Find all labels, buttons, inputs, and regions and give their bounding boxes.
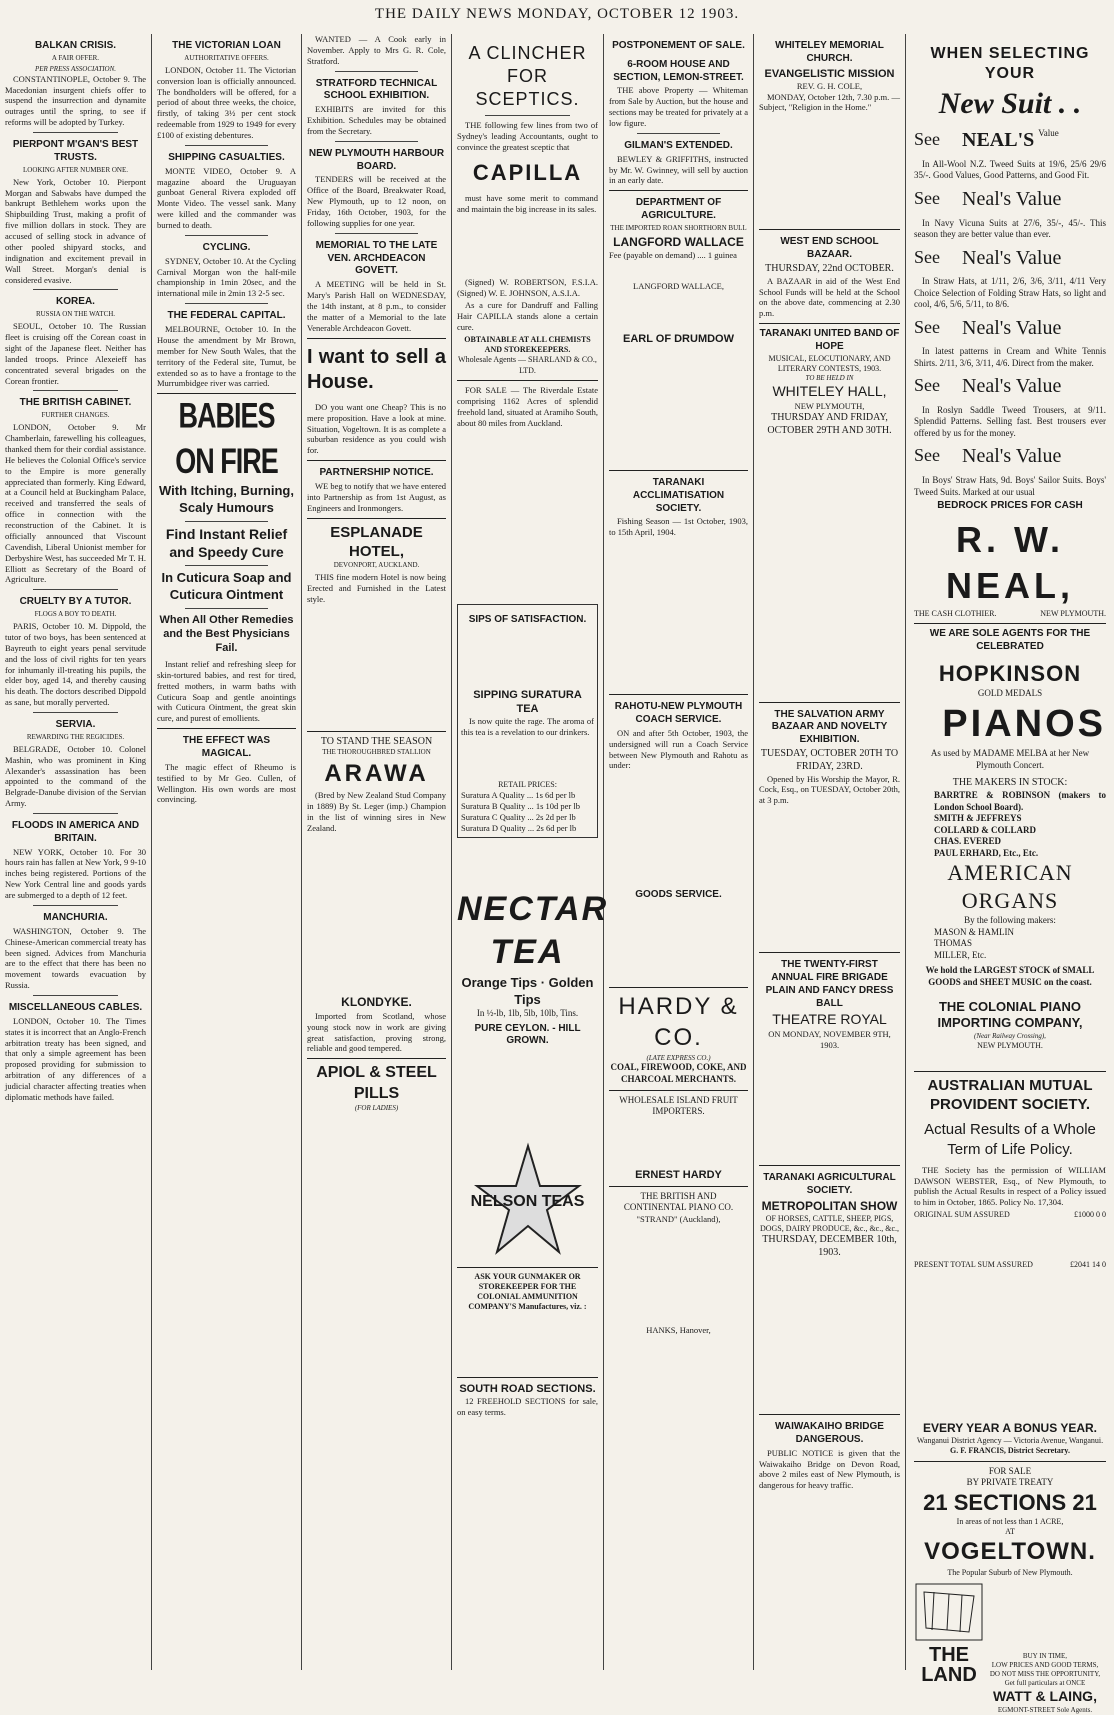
ad-headline: WE ARE SOLE AGENTS FOR THE CELEBRATED [929, 628, 1091, 653]
article-text: The magic effect of Rheumo is testified to by Mr Geo. Cullen, of Wellington. His own words are most convincing. [157, 761, 296, 805]
ad-text: OBTAINABLE AT ALL CHEMISTS AND STOREKEEPERS. [464, 335, 591, 355]
ad-subhead: ON MONDAY, NOVEMBER 9TH, 1903. [768, 1029, 891, 1051]
ad-headline: 21 SECTIONS 21 [923, 1489, 1097, 1515]
ad-text: G. F. FRANCIS, District Secretary. [950, 1446, 1070, 1456]
ad-text: TENDERS will be received at the Office of the Board, Breakwater Road, New Plymouth, up to 12 noon, on Friday, 16th October, 1903, for the following supplies for one year. [307, 174, 446, 228]
price-line: Suratura A Quality ... 1s 6d per lb [461, 790, 576, 801]
fee-line: Fee (payable on demand) .... 1 guinea [609, 250, 737, 261]
ad-value: £2041 14 0 [1070, 1260, 1106, 1270]
ad-text: MONDAY, October 12th, 7.30 p.m. — Subject, "Religion in the Home." [759, 91, 900, 113]
bull-name: LANGFORD WALLACE [613, 234, 744, 249]
land-graphic [914, 1582, 984, 1715]
subhead: AUTHORITATIVE OFFERS. [184, 53, 269, 62]
article-text: LONDON, October 11. The Victorian conversion loan is officially announced. The bondholders will be offered, for a period of about three weeks, the choice, firstly, of taking 3½ per cent stock redeemable from 1929 to 1949 for every £100 of existing debentures. [157, 64, 296, 140]
ad-headline: SOUTH ROAD SECTIONS. [459, 1382, 596, 1395]
maker: MASON & HAMLIN [934, 926, 1015, 937]
ad-text: THE above Property — Whiteman from Sale by Auction, but the house and sections may be treated for privately at a low figure. [609, 85, 748, 129]
ad-text: OF HORSES, CATTLE, SHEEP, PIGS, DOGS, DAIRY PRODUCE, &c., &c., &c., [759, 1213, 900, 1234]
headline: CRUELTY BY A TUTOR. [19, 596, 132, 608]
ad-text: NEW PLYMOUTH. [977, 1040, 1043, 1050]
company-name: ERNEST HARDY [635, 1168, 722, 1181]
ad-subhead: RETAIL PRICES: [498, 780, 557, 790]
ad-subhead: (FOR LADIES) [354, 1104, 399, 1113]
article-text: LONDON, October 9. Mr Chamberlain, farewelling his colleagues, thanked them for their cordial assistance. He believes the Colonial Office's service to the Empire is more generally appreciated than formerly. King Edward, at a Council held at Buckingham Palace, received and transferred the seals of office in connection with the reconstruction of the Cabinet. It is officially announced that Viscount Cavendish, Liberal Unionist member for Derbyshire West, has succeeded Mr T. H. Elliott as Secretary of the Board of Agriculture. [5, 422, 146, 585]
neal-line [914, 444, 1106, 470]
ad-text: Imported from Scotland, whose young stock now in work are giving great satisfaction, proving strong, reliable and good tempered. [307, 1010, 446, 1054]
ad-headline: PARTNERSHIP NOTICE. [319, 467, 434, 479]
ad-headline: TARANAKI ACCLIMATISATION SOCIETY. [632, 477, 725, 514]
article-text: SEOUL, October 10. The Russian fleet is cruising off the Corean coast in sight of the Japanese fleet. Neither has landed troops. Prince Alexeieff has concentrated several brigades on the Corean frontier. [5, 321, 146, 386]
maker: SMITH & JEFFREYS [934, 813, 1022, 824]
subhead: FURTHER CHANGES. [41, 411, 110, 420]
ad-subhead: With Itching, Burning, Scaly Humours [159, 483, 294, 515]
ad-subhead: REV. G. H. COLE, [796, 80, 863, 91]
ad-text: In Navy Vicuna Suits at 27/6, 35/-, 45/-. This season they are better value than ever. [914, 217, 1106, 240]
ad-text: In Boys' Straw Hats, 9d. Boys' Sailor Suits. Boys' Tweed Suits. Marked at our usual [914, 475, 1106, 497]
ad-headline: TARANAKI UNITED BAND OF HOPE [759, 328, 900, 352]
price-line: Suratura B Quality ... 1s 10d per lb [461, 801, 580, 812]
headline: THE EFFECT WAS MAGICAL. [182, 735, 271, 759]
ad-subhead: FOR SALE [988, 1465, 1032, 1476]
ad-headline: DEPARTMENT OF AGRICULTURE. [635, 197, 722, 222]
company-name: WATT & LAING, [993, 1687, 1097, 1704]
ad-text: Instant relief and refreshing sleep for skin-tortured babies, and rest for tired, fretted mothers, in warm baths with Cuticura Soap and gentle anointings with Cuticura Ointment, the great skin cure, and purest of emollients. [157, 658, 296, 724]
maker: PAUL ERHARD, Etc., Etc. [934, 847, 1039, 858]
ad-headline: NEW PLYMOUTH HARBOUR BOARD. [308, 147, 445, 172]
article-text: WASHINGTON, October 9. The Chinese-American commercial treaty has been signed. Advices from Manchuria are to the effect that there has been no movement towards evacuation by Russia. [5, 925, 146, 991]
ad-text: Wholesale Agents — SHARLAND & CO., LTD. [458, 355, 597, 375]
ad-headline: WAIWAKAIHO BRIDGE DANGEROUS. [775, 1421, 884, 1445]
column-ads-2 [452, 34, 609, 1670]
maker: COLLARD & COLLARD [934, 824, 1037, 835]
venue: THEATRE ROYAL [772, 1011, 887, 1028]
neal-name: NEAL'S [962, 129, 1035, 152]
headline: THE VICTORIAN LOAN [172, 40, 281, 51]
ad-headline: WHITELEY MEMORIAL CHURCH. [775, 40, 884, 64]
ad-text: ON and after 5th October, 1903, the undersigned will run a Coach Service between New Plymouth and Rahotu as under: [609, 727, 748, 771]
venue: WHITELEY HALL, [772, 383, 887, 400]
ad-headline: KLONDYKE. [341, 995, 412, 1010]
column-ads-1 [302, 34, 452, 1670]
ad-headline: APIOL & STEEL PILLS [316, 1064, 437, 1102]
land-details [984, 1582, 1106, 1715]
ad-text: DO you want one Cheap? This is no mere proposition. Have a look at mine. Situation, Vogeltown. It is as complete a suburban residence as you could wish for. [307, 401, 446, 456]
product-name: CAPILLA [472, 159, 583, 185]
neal-name: Neal's Value [962, 375, 1062, 398]
ad-text: TO BE HELD IN [805, 374, 854, 383]
land-label: THE LAND [921, 1643, 977, 1686]
neal-name: Neal's Value [962, 246, 1062, 269]
suratura-ad [457, 604, 598, 837]
ad-headline: New Suit . . [938, 86, 1082, 120]
neal-line [914, 374, 1106, 400]
ad-subhead: PURE CEYLON. - HILL GROWN. [474, 1022, 581, 1047]
ad-text: LOW PRICES AND GOOD TERMS, [991, 1661, 1099, 1670]
amp-row [914, 1260, 1106, 1270]
ad-text: The Popular Suburb of New Plymouth. [947, 1567, 1073, 1577]
amp-row [914, 1210, 1106, 1220]
subhead: A FAIR OFFER. [51, 53, 100, 62]
company-name: AUSTRALIAN MUTUAL PROVIDENT SOCIETY. [927, 1076, 1093, 1114]
headline: THE BRITISH CABINET. [19, 397, 132, 409]
ad-text: COAL, FIREWOOD, COKE, AND CHARCOAL MERCHANTS. [610, 1062, 747, 1084]
article-text: SYDNEY, October 10. At the Cycling Carnival Morgan won the half-mile championship in 1min 20sec, and the international mile in 2min 13 2-5 sec. [157, 255, 296, 299]
maker: BARRTRE & ROBINSON (makers to London School Board). [934, 790, 1106, 812]
maker: MILLER, Etc. [934, 949, 987, 960]
bull-name: EARL OF DRUMDOW [622, 332, 734, 345]
ad-headline: 6-ROOM HOUSE AND SECTION, LEMON-STREET. [613, 58, 744, 83]
ad-headline: WEST END SCHOOL BAZAAR. [780, 236, 879, 261]
article-text: MONTE VIDEO, October 9. A magazine aboard the Uruguayan gunboat General Rivera exploded off Monte Video. The vessel sank. Many were killed and the commander was burned to death. [157, 165, 296, 231]
maker: CHAS. EVERED [934, 836, 1002, 847]
ad-headline: THE BRITISH AND CONTINENTAL PIANO CO. [623, 1190, 734, 1213]
ad-text: In All-Wool N.Z. Tweed Suits at 19/6, 25/6 29/6 35/-. Good Values, Good Patterns, and Good Fit. [914, 158, 1106, 181]
headline: SHIPPING CASUALTIES. [168, 151, 285, 163]
ad-text: THE following few lines from two of Sydney's leading Accountants, ought to convince the greatest sceptic that [457, 120, 598, 152]
ad-text: We hold the LARGEST STOCK of SMALL GOODS and SHEET MUSIC on the coast. [925, 965, 1095, 987]
headline: BALKAN CRISIS. [34, 40, 117, 51]
product-name: NELSON TEAS [470, 1193, 585, 1211]
ad-value: £1000 0 0 [1074, 1210, 1106, 1220]
ad-text: NEW PLYMOUTH. [1040, 609, 1106, 619]
ad-subhead: Orange Tips · Golden Tips [461, 974, 594, 1007]
ad-subhead: TUESDAY, OCTOBER 20TH TO FRIDAY, 23RD. [760, 747, 899, 772]
article-text: BELGRADE, October 10. Colonel Mashin, who was prominent in King Alexander's assassination has been appointed to the command of the Belgrade-Danube division of the Servian Army. [5, 743, 146, 809]
article-text: NEW YORK, October 10. For 30 hours rain has fallen at New York, 9 9-10 inches being registered. Portions of the New York Central line and goods yards are submerged to a depth of 12 feet. [5, 846, 146, 901]
ad-text: In Roslyn Saddle Tweed Trousers, at 9/11. Splendid Patterns. Selling fast. Best trousers ever offered by us for the money. [914, 404, 1106, 438]
ad-subhead: THE IMPORTED ROAN SHORTHORN BULL [610, 223, 747, 232]
ad-headline: A CLINCHER FOR SCEPTICS. [468, 43, 587, 110]
map-icon [914, 1582, 984, 1642]
ad-subhead: Actual Results of a Whole Term of Life Policy. [924, 1121, 1096, 1158]
ad-text: Get full particulars at ONCE [1004, 1678, 1086, 1687]
bull-name: LANGFORD WALLACE, [633, 281, 724, 292]
headline: SERVIA. [55, 719, 96, 730]
ad-text: Fishing Season — 1st October, 1903, to 15th April, 1904. [609, 516, 748, 538]
ad-headline: MEMORIAL TO THE LATE VEN. ARCHDEACON GOVETT. [315, 239, 438, 277]
ad-text: Wanganui District Agency — Victoria Avenue, Wanganui. [916, 1436, 1104, 1446]
ad-headline: I want to sell a House. [307, 345, 446, 394]
ad-text: In Straw Hats, at 1/11, 2/6, 3/6, 3/11, 4/11 Very Choice Selection of Folding Straw Hats, so light and cool, 4/6, 5/6, 5/11, to 8/6. [914, 276, 1106, 310]
ad-subhead: THURSDAY, DECEMBER 10th, 1903. [762, 1234, 897, 1259]
ad-text: Is now quite the rage. The aroma of this tea is a revelation to our drinkers. [461, 716, 594, 738]
ad-subhead: THURSDAY, 22nd OCTOBER. [765, 262, 894, 274]
ad-subhead: EVERY YEAR A BONUS YEAR. [922, 1420, 1098, 1435]
product-name: NECTAR TEA [457, 889, 609, 972]
product-name: AMERICAN ORGANS [947, 860, 1073, 914]
ad-headline: METROPOLITAN SHOW [761, 1198, 898, 1213]
ad-text: FOR SALE — The Riverdale Estate comprising 1162 Acres of splendid freehold land, situated at Aramiho South, about 80 miles from Auckland. [457, 384, 598, 428]
ad-subhead: By the following makers: [964, 915, 1056, 926]
ad-headline: GILMAN'S EXTENDED. [624, 139, 733, 151]
ad-text: PUBLIC NOTICE is given that the Waiwakaiho Bridge on Devon Road, above 2 miles east of New Plymouth, is dangerous for heavy traffic. [759, 1447, 900, 1491]
headline: MISCELLANEOUS CABLES. [8, 1002, 143, 1014]
ad-text: A BAZAAR in aid of the West End School Funds will be held at the School on the above date, commencing at 2.30 p.m. [759, 275, 900, 319]
ad-text: BUY IN TIME, [1022, 1652, 1068, 1661]
ad-headline: POSTPONEMENT OF SALE. [612, 40, 745, 51]
subhead: FLOGS A BOY TO DEATH. [34, 610, 117, 619]
neal-line [914, 316, 1106, 342]
neal-name: Neal's Value [962, 187, 1062, 210]
ad-subhead: GOLD MEDALS [977, 688, 1043, 699]
value-label: Value [1038, 128, 1059, 139]
ad-text: HANKS, Hanover, [646, 1324, 711, 1335]
ad-headline: ASK YOUR GUNMAKER OR STOREKEEPER FOR THE COLONIAL AMMUNITION COMPANY'S Manufactures, viz. : [468, 1271, 587, 1312]
neal-name: Neal's Value [962, 316, 1062, 339]
ad-subhead: When All Other Remedies and the Best Physicians Fail. [159, 613, 294, 654]
ad-headline: THE TWENTY-FIRST ANNUAL FIRE BRIGADE PLAIN AND FANCY DRESS BALL [765, 959, 894, 1009]
ad-headline: RAHOTU-NEW PLYMOUTH COACH SERVICE. [614, 701, 743, 725]
see-label: See [914, 375, 940, 396]
headline: MANCHURIA. [43, 911, 108, 923]
ad-text: BEWLEY & GRIFFITHS, instructed by Mr. W. Gwinney, will sell by auction in an early date. [609, 153, 748, 186]
neal-line [914, 246, 1106, 272]
ad-headline: WHEN SELECTING YOUR [930, 45, 1090, 83]
credit: PER PRESS ASSOCIATION. [34, 64, 117, 73]
neal-name: Neal's Value [962, 445, 1062, 468]
see-label: See [914, 445, 940, 466]
see-label: See [914, 187, 940, 208]
ad-text: EXHIBITS are invited for this Exhibition. Schedules may be obtained from the Secretary. [307, 104, 446, 136]
ad-subhead: In ½-lb, 1lb, 5lb, 10lb, Tins. [476, 1008, 579, 1019]
company-name: HARDY & CO. [618, 993, 739, 1051]
ad-headline: BABIES ON FIRE [175, 396, 278, 481]
ad-headline: TARANAKI AGRICULTURAL SOCIETY. [763, 1172, 896, 1196]
article-text: MELBOURNE, October 10. In the House the amendment by Mr Brown, member for New South Wales, that the territory of the Federal site, Tumut, be extended so as to have a frontage to the Murrumbidgee river was carried. [157, 324, 296, 389]
ad-headline: TO STAND THE SEASON [320, 735, 433, 747]
ad-text: In latest patterns in Cream and White Tennis Shirts. 2/11, 3/6, 3/11, 4/6. Direct from the maker. [914, 346, 1106, 368]
ad-headline: ESPLANADE HOTEL, [330, 523, 423, 560]
see-label: See [914, 129, 940, 150]
ad-text: A MEETING will be held in St. Mary's Parish Hall on WEDNESDAY, the 14th instant, at 8 p.m., to consider the matter of a Memorial to the late Venerable Archdeacon Govett. [307, 279, 446, 333]
ad-subhead: (LATE EXPRESS CO.) [646, 1053, 711, 1062]
ad-text: (Signed) W. ROBERTSON, F.S.I.A. (Signed) W. E. JOHNSON, A.S.I.A. [457, 276, 598, 298]
company-name: THE COLONIAL PIANO IMPORTING COMPANY, [937, 998, 1083, 1031]
ad-subhead: THE MAKERS IN STOCK: [952, 777, 1068, 789]
headline: FLOODS IN AMERICA AND BRITAIN. [11, 820, 140, 844]
article-text: PARIS, October 10. M. Dippold, the tutor of two boys, has been sentenced at Bayreuth to eight years penal servitude and the loss of civil rights for ten years for inhumanly ill-treating his pupils, the elder boy, aged 14, and thereby causing his death. The doctors described Dippold as sane, but morally perverted. [5, 621, 146, 708]
brand-name: HOPKINSON [938, 660, 1082, 686]
land-block [914, 1582, 1106, 1715]
product-name: PIANOS [942, 702, 1106, 745]
ad-subhead: BY PRIVATE TREATY [966, 1477, 1054, 1488]
ad-text: PRESENT TOTAL SUM ASSURED [914, 1260, 1033, 1270]
ad-headline: STRATFORD TECHNICAL SCHOOL EXHIBITION. [315, 77, 438, 102]
ad-text: must have some merit to command and maintain the big increase in its sales. [457, 192, 598, 214]
ad-headline: SIPPING SURATURA TEA [473, 689, 582, 716]
column-ads-3 [604, 34, 754, 1670]
place-name: VOGELTOWN. [924, 1538, 1096, 1566]
ad-headline: THE SALVATION ARMY BAZAAR AND NOVELTY EXHIBITION. [771, 708, 888, 746]
ad-text: WE beg to notify that we have entered into Partnership as from 1st August, as Engineers and Ironmongers. [307, 480, 446, 513]
ad-text: As a cure for Dandruff and Falling Hair CAPILLA stands alone a certain cure. [457, 300, 598, 333]
ad-subhead: MUSICAL, ELOCUTIONARY, AND LITERARY CONTESTS, 1903. [768, 353, 891, 374]
ad-text: 12 FREEHOLD SECTIONS for sale, on easy terms. [457, 1395, 598, 1417]
subhead: REWARDING THE REGICIDES. [26, 732, 125, 741]
article-text: CONSTANTINOPLE, October 9. The Macedonian insurgent chiefs offer to suspend the insurrection and dynamite outrages until the spring, to see if reforms will be adopted by Turkey. [5, 73, 146, 128]
ad-text: As used by MADAME MELBA at her New Plymouth Concert. [930, 748, 1090, 770]
ad-subhead: (Near Railway Crossing), [974, 1031, 1046, 1040]
headline: CYCLING. [202, 241, 251, 253]
article-text: New York, October 10. Pierpont Morgan and Sabwabs have dumped the bankrupt Bethlehem works upon the Shipbuilding Trust, making a profit of five million dollars in stock. They are accused of selling stock in advance of other pooled shipyard stocks, and indignation and excitement prevail in Wall Street. Morgan's denial is considered evasive. [5, 176, 146, 285]
address-row [914, 609, 1106, 619]
ad-text: NEW PLYMOUTH, [794, 401, 865, 412]
headline: THE FEDERAL CAPITAL. [167, 310, 286, 322]
maker: THOMAS [934, 938, 973, 949]
ad-text: (Bred by New Zealand Stud Company in 1889) By St. Leger (imp.) Champion in the list of winning sires in New Zealand. [307, 789, 446, 833]
price-line: Suratura D Quality ... 2s 6d per lb [461, 823, 577, 833]
column-cables-2 [152, 34, 302, 1670]
ad-text: AT [1005, 1526, 1015, 1536]
headline: PIERPONT M'GAN'S BEST TRUSTS. [12, 139, 139, 163]
neal-line [914, 187, 1106, 213]
ad-text: EGMONT-STREET Sole Agents. [997, 1705, 1093, 1714]
subhead: LOOKING AFTER NUMBER ONE. [23, 165, 128, 174]
headline: KOREA. [56, 296, 95, 308]
ad-subhead: THE THOROUGHBRED STALLION [322, 748, 431, 757]
ad-text: THE Society has the permission of WILLIAM DAWSON WEBSTER, Esq., of New Plymouth, to publish the Actual Results in respect of a Policy issued to him in October, 1865. Policy No. 17,304. [914, 1164, 1106, 1208]
ad-headline: EVANGELISTIC MISSION [764, 67, 895, 80]
see-label: See [914, 316, 940, 337]
stallion-name: ARAWA [324, 760, 429, 788]
column-ads-4 [754, 34, 906, 1670]
column-cables [0, 34, 152, 1670]
neal-line [914, 128, 1106, 154]
ad-text: DO NOT MISS THE OPPORTUNITY, [989, 1670, 1101, 1679]
ad-subhead: DEVONPORT, AUCKLAND. [333, 560, 420, 569]
ad-headline: GOODS SERVICE. [635, 889, 722, 901]
subhead: RUSSIA ON THE WATCH. [35, 310, 116, 319]
article-text: LONDON, October 10. The Times states it is incorrect that an Anglo-French arbitration treaty has been signed, and that only a simple agreement has been proposed providing for submission to arbitration of any differences of a judicial character affecting treaties when diplomatic methods have failed. [5, 1015, 146, 1102]
ad-headline: SIPS OF SATISFACTION. [468, 614, 587, 626]
ad-text: THE CASH CLOTHIER. [914, 609, 997, 619]
ad-subhead: BEDROCK PRICES FOR CASH [937, 500, 1083, 512]
price-line: Suratura C Quality ... 2s 2d per lb [461, 812, 576, 823]
classified: WANTED — A Cook early in November. Apply to Mrs G. R. Cole, Stratford. [307, 34, 446, 66]
ad-text: ORIGINAL SUM ASSURED [914, 1210, 1010, 1220]
ad-subhead: Find Instant Relief and Speedy Cure [165, 525, 288, 560]
ad-subhead: THURSDAY AND FRIDAY, OCTOBER 29TH AND 30TH. [767, 411, 892, 436]
column-neal-ads [906, 34, 1114, 1714]
ad-subhead: In Cuticura Soap and Cuticura Ointment [161, 570, 292, 603]
ad-text: In areas of not less than 1 ACRE, [956, 1516, 1064, 1526]
ad-text: Opened by His Worship the Mayor, R. Cock, Esq., on TUESDAY, October 20th, at 3 p.m. [759, 773, 900, 806]
ad-headline: WHOLESALE ISLAND FRUIT IMPORTERS. [619, 1094, 738, 1117]
company-name: R. W. NEAL, [946, 518, 1074, 606]
see-label: See [914, 246, 940, 267]
masthead: THE DAILY NEWS MONDAY, OCTOBER 12 1903. [374, 6, 740, 22]
ad-text: THIS fine modern Hotel is now being Erected and Furnished in the Latest style. [307, 571, 446, 604]
ad-subhead: "STRAND" (Auckland), [636, 1213, 721, 1224]
